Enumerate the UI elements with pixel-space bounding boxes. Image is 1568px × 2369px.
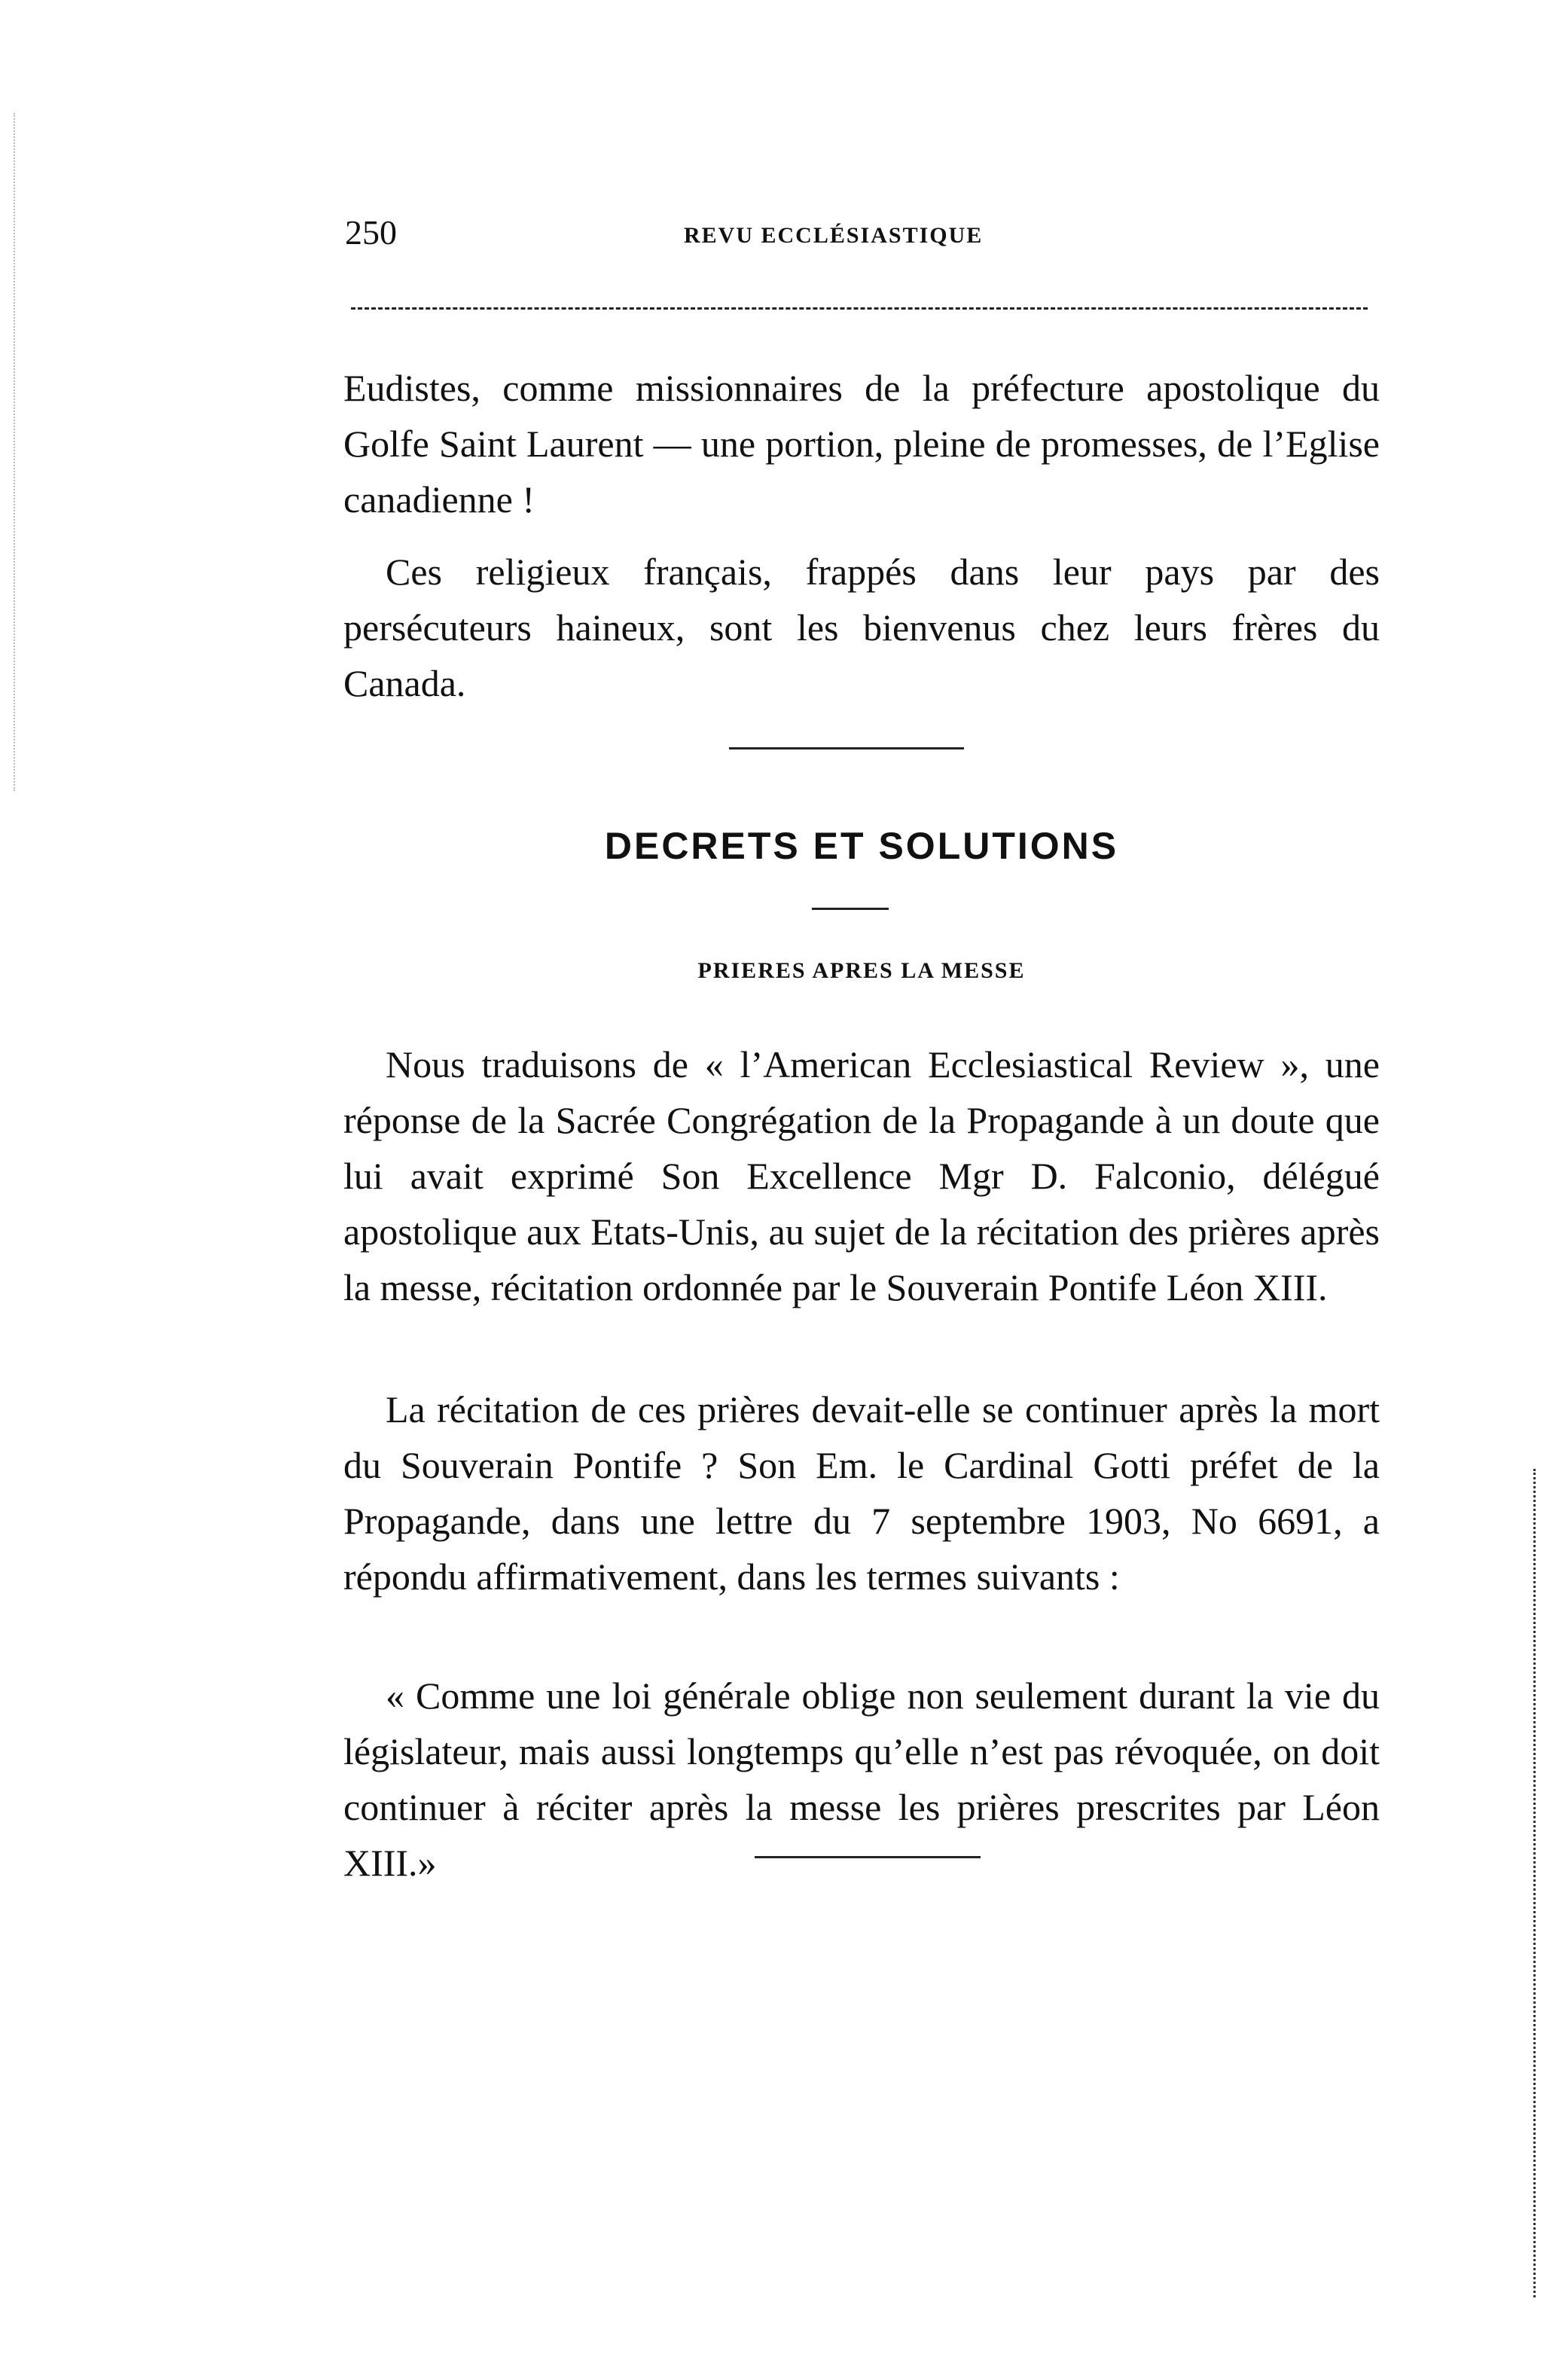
- paragraph-religieux: Ces religieux français, frappés dans leur pays par des persécuteurs haineux, sont les bienvenus chez leurs frères du Canada.: [343, 551, 1380, 704]
- section-divider-top: [729, 747, 964, 749]
- header-rule: [351, 307, 1368, 310]
- left-edge-marks: [14, 113, 17, 791]
- paragraph-recitation: La récitation de ces prières devait-elle se continuer après la mort du Souverain Pontife ? Son Em. le Cardinal Gotti préfet de la Propagande, dans une lettre du 7 septembre 1903, No 6691, a répondu affirmativement, dans les termes suivants :: [343, 1388, 1380, 1598]
- paragraph-eudistes: Eudistes, comme missionnaires de la préfecture apostolique du Golfe Saint Laurent — une portion, pleine de promesses, de l’Eglise canadienne !: [343, 367, 1380, 521]
- running-title: REVU ECCLÉSIASTIQUE: [684, 223, 984, 248]
- section-divider-short: [812, 908, 889, 910]
- page-header: [345, 212, 1377, 258]
- paragraph-quotation: « Comme une loi générale oblige non seulement durant la vie du législateur, mais aussi longtemps qu’elle n’est pas révoquée, on doit continuer à réciter après la messe les prières prescrites par Léon XIII.»: [343, 1674, 1380, 1884]
- subsection-title: PRIERES APRES LA MESSE: [697, 958, 1026, 983]
- right-edge-marks: [1533, 1469, 1539, 2297]
- page-number: 250: [345, 213, 397, 252]
- section-divider-bottom: [755, 1856, 981, 1858]
- paragraph-traduisons: Nous traduisons de « l’American Ecclesiastical Review », une réponse de la Sacrée Congrégation de la Propagande à un doute que lui avait exprimé Son Excellence Mgr D. Falconio, délégué apostolique aux Etats-Unis, au sujet de la récitation des prières après la messe, récitation ordonnée par le Souverain Pontife Léon XIII.: [343, 1043, 1380, 1308]
- section-title: DECRETS ET SOLUTIONS: [604, 825, 1119, 867]
